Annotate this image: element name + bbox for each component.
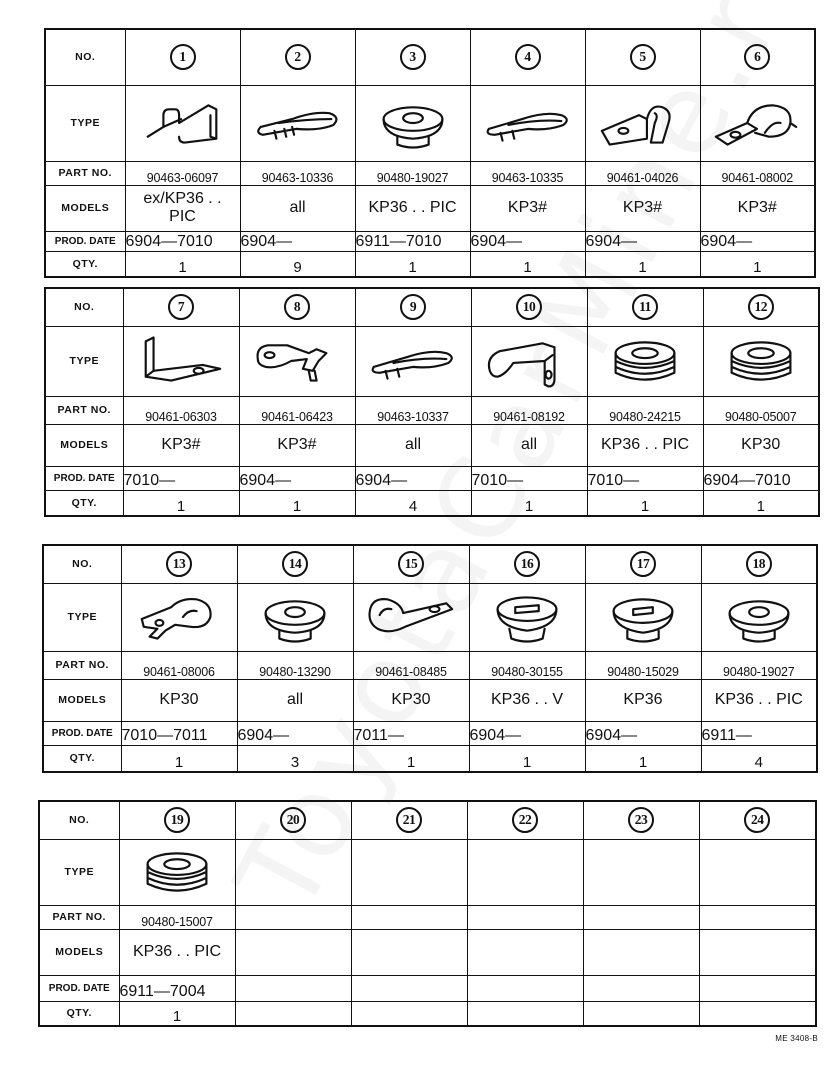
item-number-cell [351, 801, 467, 839]
item-number: 7 [168, 294, 194, 320]
quantity-value: 1 [470, 251, 585, 277]
grommet-icon [364, 93, 462, 153]
label-prod-date: PROD. DATE [45, 466, 123, 490]
item-number: 20 [280, 807, 306, 833]
item-number-cell [355, 288, 471, 326]
row-no [45, 29, 815, 85]
prod-date-value: 7010—7011 [121, 721, 237, 745]
label-models: MODELS [45, 424, 123, 466]
row-type [43, 583, 817, 651]
p-clamp-icon [362, 587, 460, 647]
models-value: ex/KP36 . . PIC [125, 185, 240, 231]
part-number [583, 905, 699, 929]
row-prod-date [45, 231, 815, 251]
quantity-value: 1 [355, 251, 470, 277]
saddle-clamp-icon [480, 331, 578, 391]
part-illustration-cell [239, 326, 355, 396]
label-prod-date: PROD. DATE [39, 975, 119, 1001]
part-illustration-cell [587, 326, 703, 396]
row-prod-date [39, 975, 816, 1001]
quantity-value: 1 [239, 490, 355, 516]
part-illustration-cell [237, 583, 353, 651]
prod-date-value [235, 975, 351, 1001]
quantity-value [351, 1001, 467, 1026]
label-prod-date: PROD. DATE [45, 231, 125, 251]
item-number-cell [583, 801, 699, 839]
double-wire-clip-icon [249, 93, 347, 153]
item-number: 19 [164, 807, 190, 833]
quantity-value: 1 [353, 745, 469, 772]
item-number-cell [470, 29, 585, 85]
grommet-stack-icon [596, 331, 694, 391]
label-type: TYPE [43, 583, 121, 651]
row-qty [45, 490, 819, 516]
part-illustration-cell [119, 839, 235, 905]
row-type [39, 839, 816, 905]
label-no: NO. [39, 801, 119, 839]
item-number: 8 [284, 294, 310, 320]
tab-clamp-icon [248, 331, 346, 391]
prod-date-value: 7010— [587, 466, 703, 490]
part-illustration-cell [353, 583, 469, 651]
item-number-cell [355, 29, 470, 85]
part-illustration-cell [351, 839, 467, 905]
label-qty: QTY. [45, 251, 125, 277]
item-number: 12 [748, 294, 774, 320]
row-no [43, 545, 817, 583]
part-number: 90461-08006 [121, 651, 237, 679]
quantity-value: 1 [585, 745, 701, 772]
item-number: 3 [400, 44, 426, 70]
item-number-cell [703, 288, 819, 326]
item-number: 16 [514, 551, 540, 577]
quantity-value: 1 [585, 251, 700, 277]
models-value: all [471, 424, 587, 466]
part-number: 90480-05007 [703, 396, 819, 424]
row-qty [45, 251, 815, 277]
item-number: 4 [515, 44, 541, 70]
item-number-cell [123, 288, 239, 326]
prod-date-value: 6911—7004 [119, 975, 235, 1001]
part-illustration-cell [470, 85, 585, 161]
part-number: 90461-08002 [700, 161, 815, 185]
models-value: KP3# [585, 185, 700, 231]
models-value: KP36 . . PIC [587, 424, 703, 466]
part-number: 90461-08192 [471, 396, 587, 424]
item-number-cell [699, 801, 816, 839]
label-qty: QTY. [43, 745, 121, 772]
prod-date-value: 6904— [240, 231, 355, 251]
quantity-value: 1 [469, 745, 585, 772]
plug-grommet-icon [594, 587, 692, 647]
bracket-clamp-icon [594, 93, 692, 153]
part-number: 90461-06303 [123, 396, 239, 424]
item-number-cell [239, 288, 355, 326]
prod-date-value [351, 975, 467, 1001]
item-number-cell [121, 545, 237, 583]
prod-date-value: 6904— [470, 231, 585, 251]
part-number [699, 905, 816, 929]
part-number: 90463-06097 [125, 161, 240, 185]
row-prod-date [43, 721, 817, 745]
part-number: 90463-10337 [355, 396, 471, 424]
part-number: 90480-19027 [701, 651, 817, 679]
item-number-cell [237, 545, 353, 583]
part-illustration-cell [700, 85, 815, 161]
parts-table-1 [44, 28, 816, 278]
row-type [45, 85, 815, 161]
row-qty [39, 1001, 816, 1026]
row-type [45, 326, 819, 396]
part-number: 90480-13290 [237, 651, 353, 679]
part-number: 90480-15007 [119, 905, 235, 929]
row-qty [43, 745, 817, 772]
row-models [39, 929, 816, 975]
prod-date-value [467, 975, 583, 1001]
label-part-no: PART NO. [45, 161, 125, 185]
item-number: 6 [744, 44, 770, 70]
part-illustration-cell [121, 583, 237, 651]
item-number-cell [585, 29, 700, 85]
quantity-value: 1 [119, 1001, 235, 1026]
prod-date-value: 6904—7010 [125, 231, 240, 251]
quantity-value [583, 1001, 699, 1026]
item-number-cell [701, 545, 817, 583]
row-no [45, 288, 819, 326]
prod-date-value: 6904— [239, 466, 355, 490]
prod-date-value: 6911— [701, 721, 817, 745]
angle-bracket-icon [132, 331, 230, 391]
grommet-stack-icon [128, 842, 226, 902]
part-illustration-cell [123, 326, 239, 396]
models-value [467, 929, 583, 975]
part-number: 90461-08485 [353, 651, 469, 679]
item-number-cell [469, 545, 585, 583]
label-qty: QTY. [39, 1001, 119, 1026]
item-number: 1 [170, 44, 196, 70]
item-number: 23 [628, 807, 654, 833]
label-no: NO. [45, 288, 123, 326]
item-number: 9 [400, 294, 426, 320]
part-illustration-cell [583, 839, 699, 905]
models-value: KP36 . . V [469, 679, 585, 721]
item-number: 2 [285, 44, 311, 70]
part-illustration-cell [355, 85, 470, 161]
models-value: KP3# [700, 185, 815, 231]
item-number-cell [587, 288, 703, 326]
quantity-value: 4 [701, 745, 817, 772]
row-prod-date [45, 466, 819, 490]
item-number-cell [585, 545, 701, 583]
label-models: MODELS [39, 929, 119, 975]
models-value [699, 929, 816, 975]
label-models: MODELS [43, 679, 121, 721]
row-part-no [45, 161, 815, 185]
quantity-value [467, 1001, 583, 1026]
row-part-no [45, 396, 819, 424]
item-number: 10 [516, 294, 542, 320]
prod-date-value: 6904— [355, 466, 471, 490]
models-value [235, 929, 351, 975]
part-illustration-cell [467, 839, 583, 905]
item-number: 13 [166, 551, 192, 577]
label-no: NO. [45, 29, 125, 85]
quantity-value: 1 [125, 251, 240, 277]
quantity-value: 1 [471, 490, 587, 516]
row-no [39, 801, 816, 839]
prod-date-value: 6904— [585, 231, 700, 251]
models-value: KP30 [121, 679, 237, 721]
part-illustration-cell [235, 839, 351, 905]
parts-table-3 [42, 544, 818, 773]
prod-date-value: 7010— [123, 466, 239, 490]
part-illustration-cell [701, 583, 817, 651]
item-number-cell [471, 288, 587, 326]
models-value: KP3# [239, 424, 355, 466]
item-number: 14 [282, 551, 308, 577]
item-number: 22 [512, 807, 538, 833]
part-illustration-cell [355, 326, 471, 396]
item-number-cell [700, 29, 815, 85]
item-number-cell [125, 29, 240, 85]
prod-date-value: 6904— [469, 721, 585, 745]
item-number-cell [353, 545, 469, 583]
label-prod-date: PROD. DATE [43, 721, 121, 745]
item-number: 15 [398, 551, 424, 577]
row-part-no [39, 905, 816, 929]
quantity-value: 9 [240, 251, 355, 277]
part-number: 90480-30155 [469, 651, 585, 679]
parts-table-2 [44, 287, 820, 517]
models-value [583, 929, 699, 975]
prod-date-value: 7011— [353, 721, 469, 745]
label-type: TYPE [45, 326, 123, 396]
quantity-value [235, 1001, 351, 1026]
quantity-value: 1 [123, 490, 239, 516]
u-clip-icon [134, 93, 232, 153]
row-models [45, 185, 815, 231]
label-type: TYPE [39, 839, 119, 905]
item-number: 18 [746, 551, 772, 577]
label-part-no: PART NO. [39, 905, 119, 929]
models-value: KP3# [123, 424, 239, 466]
grommet-icon [710, 587, 808, 647]
slotted-plug-icon [478, 587, 576, 647]
item-number: 24 [744, 807, 770, 833]
item-number: 11 [632, 294, 658, 320]
item-number: 5 [630, 44, 656, 70]
models-value: all [240, 185, 355, 231]
item-number-cell [467, 801, 583, 839]
part-number [351, 905, 467, 929]
models-value: KP36 . . PIC [355, 185, 470, 231]
item-number-cell [119, 801, 235, 839]
part-illustration-cell [585, 583, 701, 651]
part-number: 90461-06423 [239, 396, 355, 424]
quantity-value: 1 [121, 745, 237, 772]
part-number: 90480-15029 [585, 651, 701, 679]
loop-clamp-icon [708, 93, 806, 153]
part-illustration-cell [699, 839, 816, 905]
models-value: KP3# [470, 185, 585, 231]
prod-date-value: 6904— [237, 721, 353, 745]
models-value: all [355, 424, 471, 466]
part-illustration-cell [240, 85, 355, 161]
quantity-value: 1 [587, 490, 703, 516]
prod-date-value [699, 975, 816, 1001]
part-illustration-cell [471, 326, 587, 396]
quantity-value: 4 [355, 490, 471, 516]
prod-date-value: 6904—7010 [703, 466, 819, 490]
quantity-value: 1 [700, 251, 815, 277]
models-value: KP36 [585, 679, 701, 721]
quantity-value: 3 [237, 745, 353, 772]
part-illustration-cell [125, 85, 240, 161]
item-number: 17 [630, 551, 656, 577]
label-models: MODELS [45, 185, 125, 231]
grommet-icon [246, 587, 344, 647]
label-no: NO. [43, 545, 121, 583]
part-number: 90463-10336 [240, 161, 355, 185]
models-value: KP36 . . PIC [119, 929, 235, 975]
wire-clip-icon [364, 331, 462, 391]
row-models [45, 424, 819, 466]
prod-date-value: 7010— [471, 466, 587, 490]
clamp-with-tab-icon [130, 587, 228, 647]
models-value [351, 929, 467, 975]
models-value: all [237, 679, 353, 721]
prod-date-value: 6904— [585, 721, 701, 745]
models-value: KP30 [353, 679, 469, 721]
models-value: KP30 [703, 424, 819, 466]
item-number: 21 [396, 807, 422, 833]
item-number-cell [240, 29, 355, 85]
item-number-cell [235, 801, 351, 839]
models-value: KP36 . . PIC [701, 679, 817, 721]
row-models [43, 679, 817, 721]
label-type: TYPE [45, 85, 125, 161]
part-illustration-cell [585, 85, 700, 161]
part-number [467, 905, 583, 929]
grommet-stack-icon [712, 331, 810, 391]
parts-table-4 [38, 800, 817, 1027]
wire-clip-icon [479, 93, 577, 153]
document-code: ME 3408-B [775, 1034, 818, 1043]
part-number: 90463-10335 [470, 161, 585, 185]
label-part-no: PART NO. [45, 396, 123, 424]
part-illustration-cell [703, 326, 819, 396]
prod-date-value: 6904— [700, 231, 815, 251]
part-number: 90480-19027 [355, 161, 470, 185]
part-number: 90461-04026 [585, 161, 700, 185]
part-number: 90480-24215 [587, 396, 703, 424]
quantity-value [699, 1001, 816, 1026]
prod-date-value: 6911—7010 [355, 231, 470, 251]
quantity-value: 1 [703, 490, 819, 516]
row-part-no [43, 651, 817, 679]
prod-date-value [583, 975, 699, 1001]
part-number [235, 905, 351, 929]
label-part-no: PART NO. [43, 651, 121, 679]
part-illustration-cell [469, 583, 585, 651]
label-qty: QTY. [45, 490, 123, 516]
